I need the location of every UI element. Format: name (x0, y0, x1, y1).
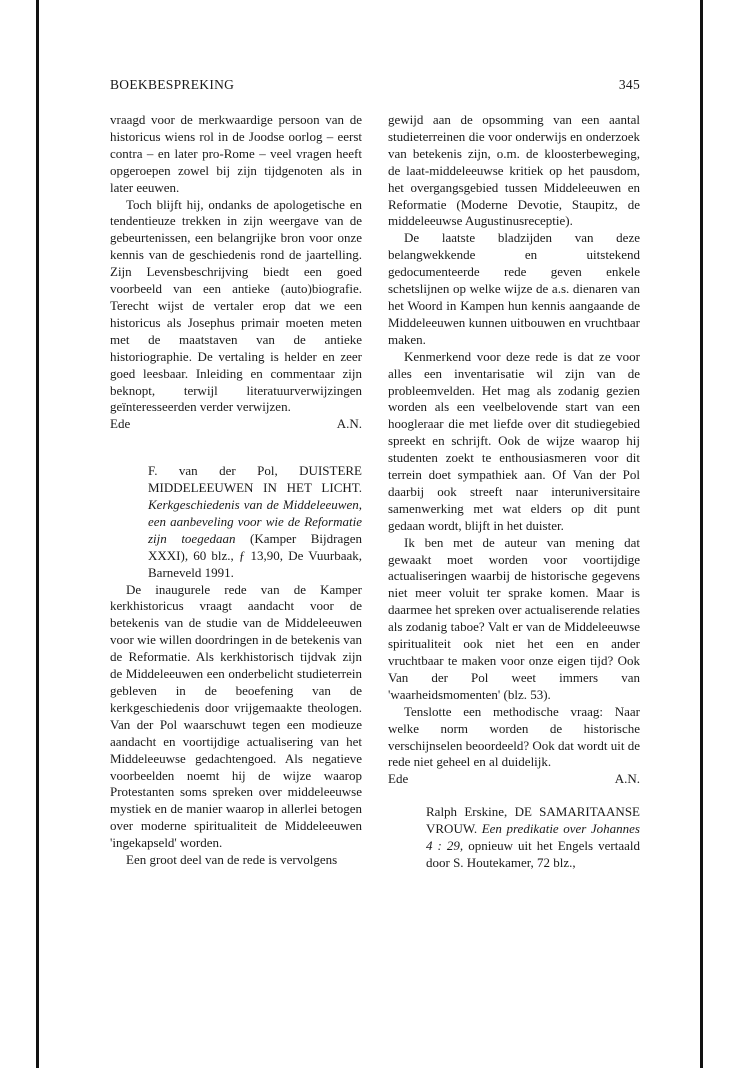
paragraph: De laatste bladzijden van deze belangwekkende en uitstekend gedocumenteerde rede geven enkele schetslijnen op welke wijze de a.s. dienaren van het Woord in Kampen hun kennis aangaande de Middeleeuwen kunnen uitbouwen en vruchtbaar maken. (388, 230, 640, 347)
signature-initials: A.N. (614, 771, 640, 787)
paragraph: gewijd aan de opsomming van een aantal studieterreinen die voor onderwijs en onderzoek van betekenis zijn, o.m. de kloosterbeweging, de laat-middeleeuwse kritiek op het pausdom, het overgangsgebied tussen Middeleeuwen en Reformatie (Moderne Devotie, Staupitz, de middeleeuwse Augustinusreceptie). (388, 112, 640, 229)
paragraph: vraagd voor de merkwaardige persoon van de historicus wiens rol in de Joodse oorlog – eerst contra – en later pro-Rome – veel vragen heeft opgeroepen zowel bij zijn tijdgenoten als in later eeuwen. (110, 112, 362, 195)
scan-edge-right (700, 0, 703, 1068)
citation-subtitle: Kerkgeschiedenis van de Middeleeuwen, een aanbeveling voor wie de Reformatie zijn toegedaan (148, 497, 362, 546)
paragraph: Een groot deel van de rede is vervolgens (126, 852, 338, 868)
paragraph: Tenslotte een methodische vraag: Naar welke norm worden de historische verschijnselen beoordeeld? Ook dat wordt uit de rede niet geheel en al duidelijk. (388, 703, 640, 770)
signature-place: Ede (110, 416, 131, 432)
citation-publication: opnieuw uit het Engels vertaald door S. Houtekamer, 72 blz., (426, 838, 640, 870)
paragraph: De inaugurele rede van de Kamper kerkhistoricus vraagt aandacht voor de betekenis van de studie van de Middeleeuwen voor wie willen doordringen in de betekenis van de Reformatie. Als kerkhistorisch tijdvak zijn de Middeleeuwen een onderbelicht studieterrein gebleven in de beoefening van de kerkgeschiedenis door vrijgemaakte theologen. Van der Pol waarschuwt tegen een modieuze aandacht en voortijdige actualisering van het Middeleeuwse gedachtengoed. Als negatieve voorbeelden noemt hij de wijze waarop Protestanten soms spreken over middeleeuwse mystiek en de manier waarop in allerlei betogen over moderne spiritualiteit de Middeleeuwen 'ingekapseld' worden. (110, 581, 362, 851)
book-citation (388, 804, 640, 872)
citation-author-title: Ralph Erskine, DE SAMARITAANSE VROUW. (426, 804, 640, 837)
paragraph: Ik ben met de auteur van mening dat gewaakt moet worden voor voortijdige actualiseringen waarbij de historische gegevens niet meer voluit ter sprake komen. Maar is daarmee het spreken over actualiserende relaties als zodanig taboe? Valt er van de Middeleeuwse spiritualiteit ook niet het een en ander vruchtbaar te maken voor onze eigen tijd? Ook Van der Pol weet immers van 'waarheidsmomenten' (blz. 53). (388, 534, 640, 702)
right-column (388, 112, 640, 872)
book-citation (110, 463, 362, 581)
paragraph: Toch blijft hij, ondanks de apologetische en tendentieuze trekken in zijn weergave van de gebeurtenissen, een belangrijke bron voor onze kennis van de geschiedenis rond de jaartelling. Zijn Levensbeschrijving biedt een goed voorbeeld van een antieke (auto)biografie. Terecht wijst de vertaler erop dat we een historicus als Josephus primair moeten meten met de maatstaven van de antieke historiographie. De vertaling is helder en zeer goed leesbaar. Inleiding en commentaar zijn beknopt, terwijl literatuurverwijzingen geïnteresseerden verder verwijzen. (110, 196, 362, 415)
paragraph: Kenmerkend voor deze rede is dat ze voor alles een inventarisatie wil zijn van de probleemvelden. Het mag als zodanig gezien worden als een veelbelovende start van een hoogleraar die met liefde over dit studiegebied spreekt en schrijft. Ook de wijze waarop hij studenten zoekt te enthousiasmeren voor dit terrein doet sympathiek aan. Of Van der Pol daarbij ook streeft naar interuniversitaire samenwerking met wat elders op dit punt gedaan wordt, blijft in het duister. (388, 348, 640, 533)
citation-subtitle: Een predikatie over Johannes 4 : 29, (426, 821, 640, 854)
review-signature (388, 771, 640, 788)
scan-edge-left (36, 0, 39, 1068)
citation-author-title: F. van der Pol, DUISTERE MIDDELEEUWEN IN HET LICHT. (148, 463, 362, 496)
citation-publication: (Kamper Bijdragen XXXI), 60 blz., ƒ 13,90, De Vuurbaak, Barneveld 1991. (148, 530, 362, 580)
review-signature (110, 416, 362, 433)
running-head-title: BOEKBESPREKING (110, 77, 235, 92)
signature-place: Ede (388, 771, 409, 787)
page-number: 345 (618, 77, 640, 92)
signature-initials: A.N. (336, 416, 362, 432)
left-column (110, 112, 362, 869)
